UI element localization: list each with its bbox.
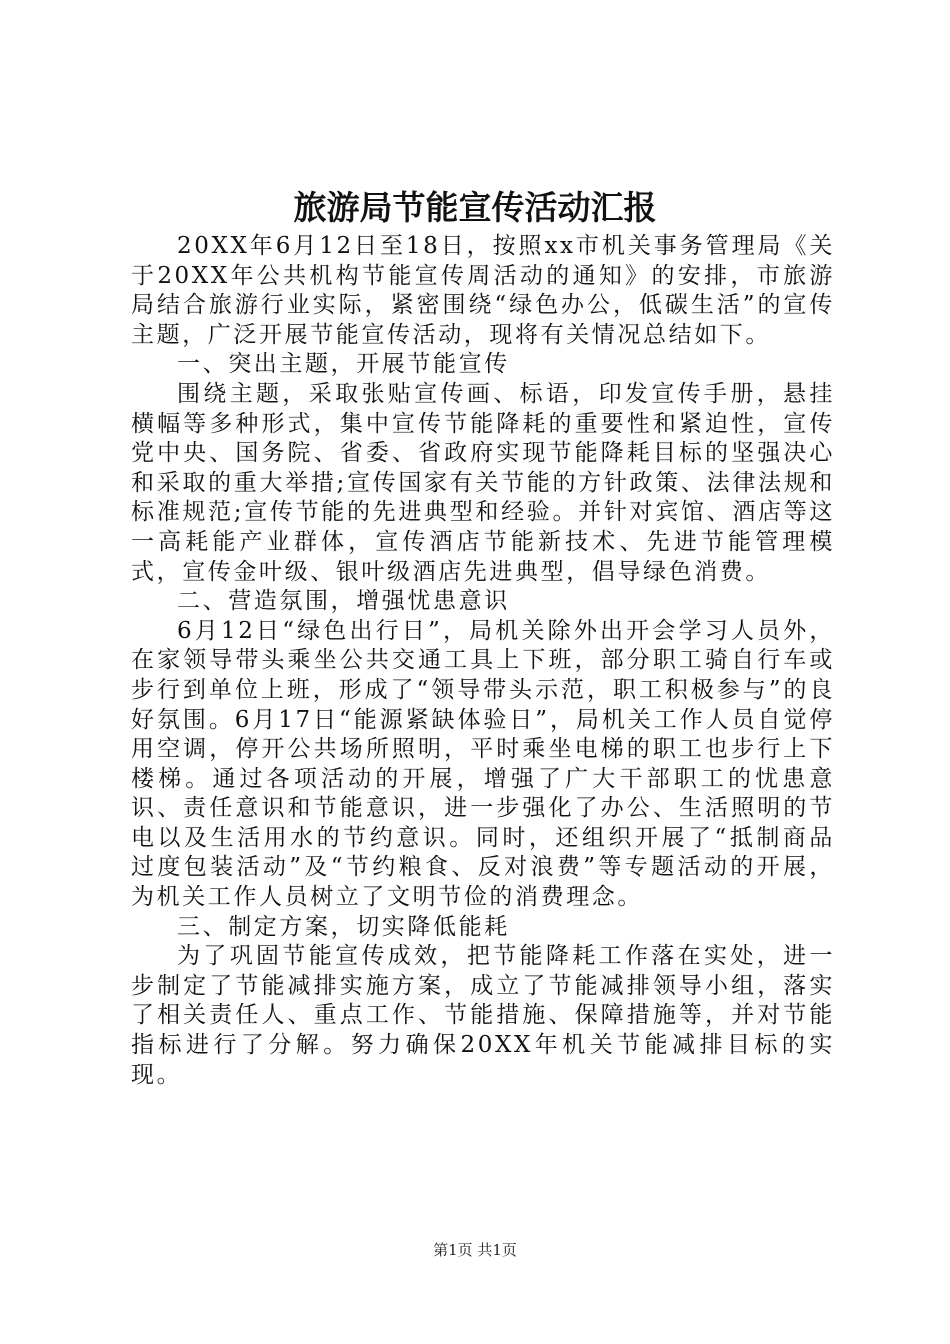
intro-paragraph: 20XX年6月12日至18日，按照xx市机关事务管理局《关于20XX年公共机构节能宣传周活动的通知》的安排，市旅游局结合旅游行业实际，紧密围绕“绿色办公，低碳生活”的宣传主题，广泛开展节能宣传活动，现将有关情况总结如下。 [131, 233, 835, 348]
document-title: 旅游局节能宣传活动汇报 [293, 188, 657, 227]
section-heading-3: 三、制定方案，切实降低能耗 [177, 913, 510, 940]
section-1-paragraph: 围绕主题，采取张贴宣传画、标语，印发宣传手册，悬挂横幅等多种形式，集中宣传节能降耗的重要性和紧迫性，宣传党中央、国务院、省委、省政府实现节能降耗目标的坚强决心和采取的重大举措;宣传国家有关节能的方针政策、法律法规和标准规范;宣传节能的先进典型和经验。并针对宾馆、酒店等这一高耗能产业群体，宣传酒店节能新技术、先进节能管理模式，宣传金叶级、银叶级酒店先进典型，倡导绿色消费。 [131, 380, 835, 585]
section-heading-1: 一、突出主题，开展节能宣传 [177, 351, 510, 378]
document-body [131, 232, 835, 1090]
section-heading-2: 二、营造氛围，增强忧患意识 [177, 588, 510, 615]
section-3-paragraph: 为了巩固节能宣传成效，把节能降耗工作落在实处，进一步制定了节能减排实施方案，成立了节能减排领导小组，落实了相关责任人、重点工作、节能措施、保障措施等，并对节能指标进行了分解。努力确保20XX年机关节能减排目标的实现。 [131, 943, 835, 1088]
page-footer: 第1页 共1页 [433, 1241, 517, 1259]
section-2-paragraph: 6月12日“绿色出行日”，局机关除外出开会学习人员外，在家领导带头乘坐公共交通工具上下班，部分职工骑自行车或步行到单位上班，形成了“领导带头示范，职工积极参与”的良好氛围。6月17日“能源紧缺体验日”，局机关工作人员自觉停用空调，停开公共场所照明，平时乘坐电梯的职工也步行上下楼梯。通过各项活动的开展，增强了广大干部职工的忧患意识、责任意识和节能意识，进一步强化了办公、生活照明的节电以及生活用水的节约意识。同时，还组织开展了“抵制商品过度包装活动”及“节约粮食、反对浪费”等专题活动的开展，为机关工作人员树立了文明节俭的消费理念。 [131, 617, 835, 911]
